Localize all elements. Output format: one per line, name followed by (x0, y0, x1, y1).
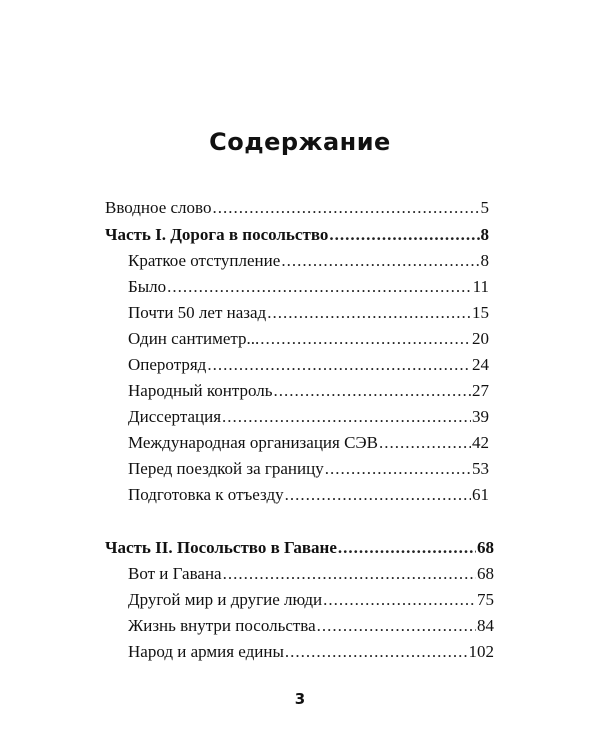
toc-entry-page: 20 (472, 329, 489, 348)
toc-entry-label: Один сантиметр... (128, 329, 260, 348)
toc-dot-leader (323, 589, 476, 611)
toc-dot-leader (167, 276, 471, 298)
toc-dot-leader (267, 302, 471, 324)
toc-entry-label: Народный контроль (128, 381, 273, 400)
toc-dot-leader (223, 563, 476, 585)
page-number: 3 (294, 690, 306, 708)
toc-entry-page: 42 (472, 433, 489, 452)
toc-entry-label: Вводное слово (105, 198, 212, 217)
toc-entry-label: Подготовка к отъезду (128, 485, 284, 504)
toc-entry (128, 615, 494, 637)
toc-entry (128, 250, 489, 272)
toc-entry-label: Краткое отступление (128, 251, 281, 270)
page-title: Содержание (209, 128, 391, 156)
toc-dot-leader (274, 380, 472, 402)
toc-entry (128, 328, 489, 350)
toc-entry-page: 8 (480, 225, 489, 244)
toc-entry-label: Жизнь внутри посольства (128, 616, 316, 635)
toc-entry-label: Вот и Гавана (128, 564, 222, 583)
toc-entry-page: 68 (477, 538, 494, 557)
toc-entry-page: 15 (472, 303, 489, 322)
toc-dot-leader (379, 432, 471, 454)
toc-entry-label: Диссертация (128, 407, 222, 426)
toc-entry (128, 484, 489, 506)
toc-entry (128, 276, 489, 298)
toc-entry-page: 5 (480, 198, 489, 217)
toc-entry-label: Было (128, 277, 167, 296)
toc-entry-page: 84 (477, 616, 494, 635)
toc-entry-page: 75 (477, 590, 494, 609)
toc-dot-leader (317, 615, 476, 637)
toc-part-1 (105, 224, 489, 246)
toc-entry-label: Часть I. Дорога в посольство (105, 225, 329, 244)
toc-entry-label: Почти 50 лет назад (128, 303, 267, 322)
toc-entry-intro (105, 197, 489, 219)
toc-entry (128, 563, 494, 585)
toc-entry-page: 102 (468, 642, 494, 661)
toc-dot-leader (325, 458, 471, 480)
toc-entry-label: Оперотряд (128, 355, 207, 374)
toc-entry-page: 61 (472, 485, 489, 504)
toc-entry-page: 24 (472, 355, 489, 374)
toc-dot-leader (285, 641, 468, 663)
toc-entry-page: 8 (480, 251, 489, 270)
toc-entry (128, 458, 489, 480)
toc-entry-page: 39 (472, 407, 489, 426)
toc-entry-page: 53 (472, 459, 489, 478)
toc-entry-page: 11 (472, 277, 489, 296)
toc-entry (128, 380, 489, 402)
toc-dot-leader (207, 354, 471, 376)
toc-entry-label: Народ и армия едины (128, 642, 284, 661)
toc-entry (128, 406, 489, 428)
toc-entry-page: 68 (477, 564, 494, 583)
toc-dot-leader (329, 224, 479, 246)
toc-dot-leader (222, 406, 471, 428)
toc-entry (128, 354, 489, 376)
toc-dot-leader (281, 250, 479, 272)
toc-entry-page: 27 (472, 381, 489, 400)
toc-entry (128, 302, 489, 324)
toc-part-2 (105, 537, 494, 559)
toc-dot-leader (285, 484, 471, 506)
toc-dot-leader (260, 328, 471, 350)
toc-entry-label: Перед поездкой за границу (128, 459, 324, 478)
toc-entry (128, 641, 494, 663)
toc-entry-label: Другой мир и другие люди (128, 590, 323, 609)
toc-entry (128, 432, 489, 454)
toc-entry (128, 589, 494, 611)
toc-entry-label: Международная организация СЭВ (128, 433, 378, 452)
toc-dot-leader (338, 537, 476, 559)
toc-dot-leader (212, 197, 479, 219)
toc-entry-label: Часть II. Посольство в Гаване (105, 538, 337, 557)
